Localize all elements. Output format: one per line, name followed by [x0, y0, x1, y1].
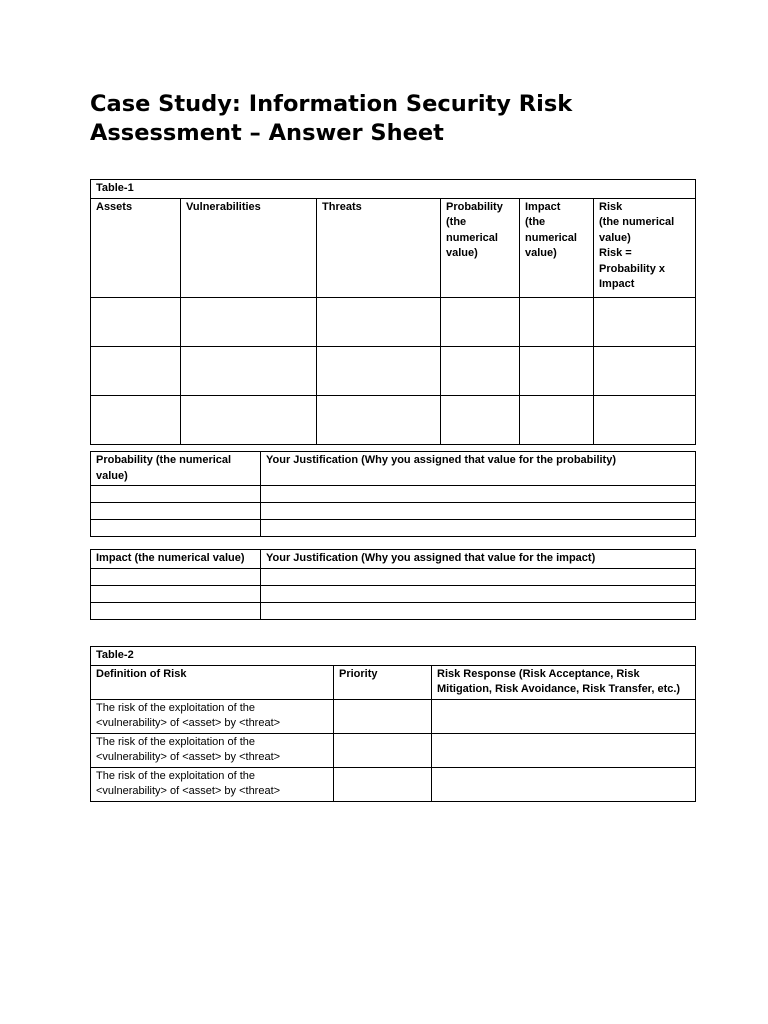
- table-row: [91, 395, 696, 444]
- column-header-risk-response: Risk Response (Risk Acceptance, Risk Mitigation, Risk Avoidance, Risk Transfer, etc.): [432, 665, 696, 699]
- table-caption-row: [91, 647, 696, 666]
- table-cell[interactable]: [594, 346, 696, 395]
- table-cell[interactable]: [520, 297, 594, 346]
- table-cell[interactable]: [594, 297, 696, 346]
- table-cell[interactable]: [181, 297, 317, 346]
- table-cell[interactable]: [317, 297, 441, 346]
- column-header-probability-justification: Your Justification (Why you assigned that value for the probability): [261, 452, 696, 486]
- table-row: [91, 346, 696, 395]
- table-row: [91, 486, 696, 503]
- table-cell[interactable]: [261, 503, 696, 520]
- table-cell[interactable]: [317, 346, 441, 395]
- table-caption: Table-1: [91, 180, 696, 199]
- column-header-impact-value: Impact (the numerical value): [91, 550, 261, 569]
- probability-justification-table: [90, 451, 696, 537]
- column-header-impact-justification: Your Justification (Why you assigned that value for the impact): [261, 550, 696, 569]
- impact-justification-table: [90, 549, 696, 620]
- column-header-risk: Risk (the numerical value) Risk = Probability x Impact: [594, 198, 696, 297]
- table-cell[interactable]: [91, 585, 261, 602]
- table-cell[interactable]: [520, 346, 594, 395]
- table-cell[interactable]: [334, 733, 432, 767]
- table-cell[interactable]: [261, 585, 696, 602]
- table-cell[interactable]: [441, 395, 520, 444]
- column-header-threats: Threats: [317, 198, 441, 297]
- table-row: [91, 568, 696, 585]
- risk-table-1: [90, 179, 696, 445]
- table-row: [91, 699, 696, 733]
- table-cell[interactable]: [441, 297, 520, 346]
- table-row: [91, 602, 696, 619]
- table-cell[interactable]: [91, 568, 261, 585]
- table-header-row: [91, 452, 696, 486]
- column-header-definition-of-risk: Definition of Risk: [91, 665, 334, 699]
- risk-definition-cell[interactable]: The risk of the exploitation of the <vulnerability> of <asset> by <threat>: [91, 767, 334, 801]
- table-cell[interactable]: [91, 395, 181, 444]
- table-cell[interactable]: [261, 520, 696, 537]
- table-caption-row: [91, 180, 696, 199]
- table-cell[interactable]: [261, 568, 696, 585]
- table-row: [91, 733, 696, 767]
- page-title: Case Study: Information Security Risk Assessment – Answer Sheet: [90, 91, 573, 146]
- table-header-row: [91, 665, 696, 699]
- table-cell[interactable]: [441, 346, 520, 395]
- table-cell[interactable]: [432, 699, 696, 733]
- column-header-impact: Impact (the numerical value): [520, 198, 594, 297]
- table-cell[interactable]: [432, 767, 696, 801]
- column-header-vulnerabilities: Vulnerabilities: [181, 198, 317, 297]
- risk-definition-cell[interactable]: The risk of the exploitation of the <vulnerability> of <asset> by <threat>: [91, 733, 334, 767]
- table-row: [91, 767, 696, 801]
- table-cell[interactable]: [334, 767, 432, 801]
- column-header-probability-value: Probability (the numerical value): [91, 452, 261, 486]
- table-cell[interactable]: [91, 486, 261, 503]
- risk-definition-cell[interactable]: The risk of the exploitation of the <vulnerability> of <asset> by <threat>: [91, 699, 334, 733]
- risk-table-2: [90, 646, 696, 802]
- table-cell[interactable]: [91, 346, 181, 395]
- table-header-row: [91, 198, 696, 297]
- column-header-probability: Probability (the numerical value): [441, 198, 520, 297]
- table-cell[interactable]: [181, 346, 317, 395]
- table-cell[interactable]: [432, 733, 696, 767]
- table-header-row: [91, 550, 696, 569]
- table-cell[interactable]: [91, 297, 181, 346]
- table-cell[interactable]: [520, 395, 594, 444]
- column-header-priority: Priority: [334, 665, 432, 699]
- table-cell[interactable]: [317, 395, 441, 444]
- table-cell[interactable]: [91, 602, 261, 619]
- table-row: [91, 520, 696, 537]
- table-cell[interactable]: [594, 395, 696, 444]
- table-cell[interactable]: [334, 699, 432, 733]
- table-cell[interactable]: [261, 602, 696, 619]
- table-cell[interactable]: [181, 395, 317, 444]
- table-cell[interactable]: [261, 486, 696, 503]
- table-row: [91, 297, 696, 346]
- column-header-assets: Assets: [91, 198, 181, 297]
- table-row: [91, 585, 696, 602]
- table-row: [91, 503, 696, 520]
- table-cell[interactable]: [91, 520, 261, 537]
- table-caption: Table-2: [91, 647, 696, 666]
- table-cell[interactable]: [91, 503, 261, 520]
